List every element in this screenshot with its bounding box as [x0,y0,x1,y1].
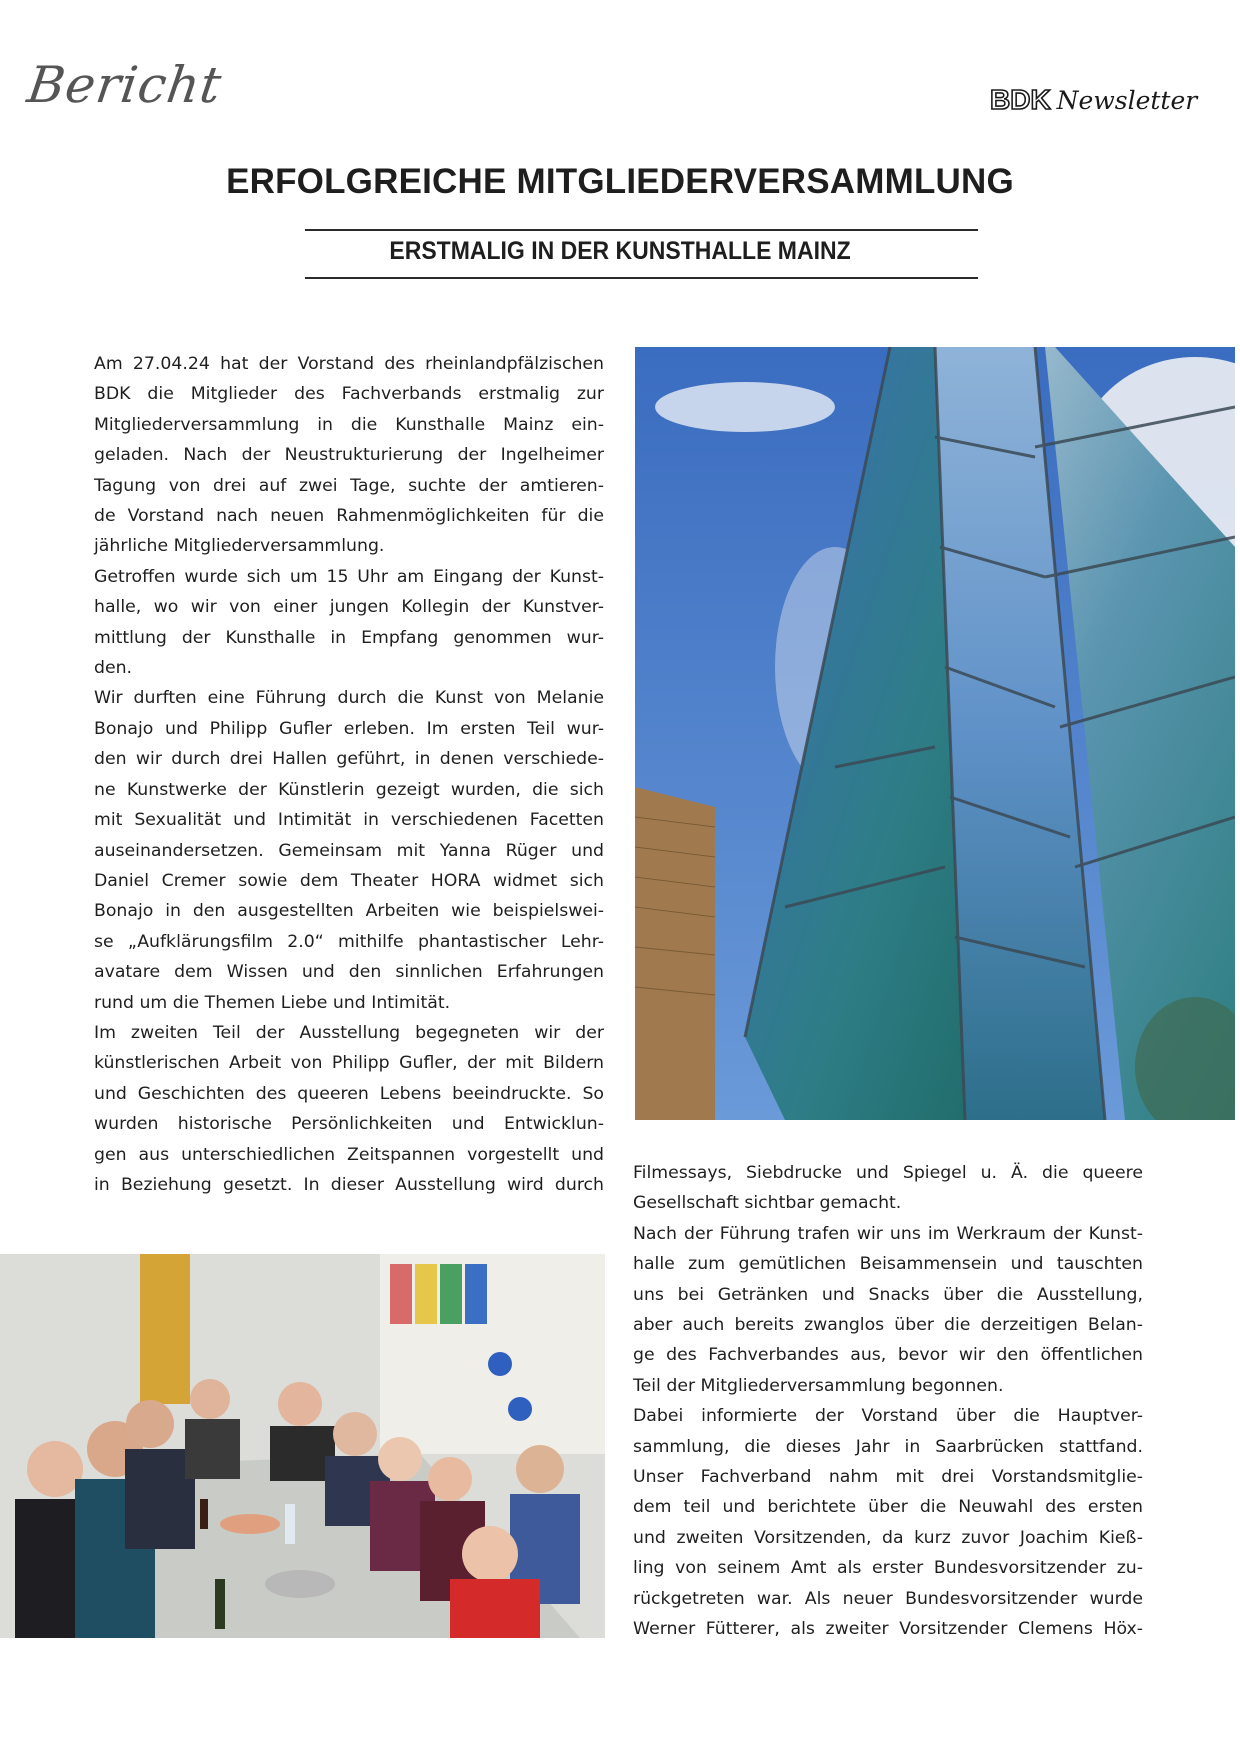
brand-subtitle: Newsletter [1056,86,1198,115]
article-column-right [633,1158,1143,1645]
body-text-line: jährliche Mitgliederversammlung. [94,536,385,557]
brand-name: BDK [990,84,1051,115]
body-text-line: Gesellschaft sichtbar gemacht. [633,1193,902,1214]
body-text-line: Filmessays, Siebdrucke und Spiegel u. Ä. die queere [633,1163,1143,1183]
body-text-line: Daniel Cremer sowie dem Theater HORA widmet sich [94,870,604,891]
body-text-line: Werner Fütterer, als zweiter Vorsitzender Clemens Höx- [633,1619,1143,1640]
body-text-line: Mitgliederversammlung in die Kunsthalle Mainz ein- [94,414,604,435]
tower-photo [635,347,1235,1120]
tower-photo-image [635,347,1235,1120]
body-text-line: Nach der Führung trafen wir uns im Werkraum der Kunst- [633,1223,1143,1244]
group-photo [0,1254,605,1638]
body-text-line: rund um die Themen Liebe und Intimität. [94,992,451,1013]
body-text-line: künstlerischen Arbeit von Philipp Gufler, der mit Bildern [94,1053,604,1074]
body-text-line: aber auch bereits zwanglos über die derzeitigen Belan- [633,1315,1143,1336]
body-text-line: halle zum gemütlichen Beisammensein und tauschten [633,1254,1143,1275]
section-label: Bericht [23,56,226,114]
article-column-left [94,349,604,1200]
body-text-line: halle, wo wir von einer jungen Kollegin der Kunstver- [94,597,604,618]
body-text-line: avatare dem Wissen und den sinnlichen Erfahrungen [94,962,604,983]
body-text-line: uns bei Getränken und Snacks über die Ausstellung, [633,1284,1143,1305]
body-text-line: Tagung von drei auf zwei Tage, suchte der amtieren- [94,475,604,496]
divider-top [305,229,978,231]
body-text-line: und Geschichten des queeren Lebens beeindruckte. So [94,1083,604,1104]
body-text-line: den. [94,658,133,679]
body-text-line: mit Sexualität und Intimität in verschiedenen Facetten [94,810,604,831]
divider-bottom [305,277,978,279]
body-text-line: de Vorstand nach neuen Rahmenmöglichkeiten für die [94,506,604,527]
body-text-line: rückgetreten war. Als neuer Bundesvorsitzender wurde [633,1588,1143,1609]
body-text-line: sammlung, die dieses Jahr in Saarbrücken stattfand. [633,1436,1143,1457]
body-text-line: in Beziehung gesetzt. In dieser Ausstellung wird durch [94,1174,604,1195]
body-text-line: gen aus unterschiedlichen Zeitspannen vorgestellt und [94,1144,604,1165]
body-text-line: Bonajo in den ausgestellten Arbeiten wie beispielswei- [94,901,604,922]
body-text-line: Teil der Mitgliederversammlung begonnen. [633,1375,1004,1396]
body-text-line: ne Kunstwerke der Künstlerin gezeigt wurden, die sich [94,779,604,800]
body-text-line: den wir durch drei Hallen geführt, in denen verschiede- [94,749,604,770]
body-text-line: Getroffen wurde sich um 15 Uhr am Eingang der Kunst- [94,566,604,587]
article-title: ERFOLGREICHE MITGLIEDERVERSAMMLUNG [226,162,1014,201]
brand-logo [990,84,1197,116]
article-subtitle: ERSTMALIG IN DER KUNSTHALLE MAINZ [389,237,851,265]
body-text-line: mittlung der Kunsthalle in Empfang genommen wur- [94,627,604,648]
body-text-line: dem teil und berichtete über die Neuwahl des ersten [633,1497,1143,1518]
body-text-line: ling von seinem Amt als erster Bundesvorsitzender zu- [633,1558,1143,1579]
body-text-line: Unser Fachverband nahm mit drei Vorstandsmitglie- [633,1467,1143,1488]
body-text-line: se „Aufklärungsfilm 2.0“ mithilfe phantastischer Lehr- [94,931,604,952]
body-text-line: Dabei informierte der Vorstand über die Hauptver- [633,1406,1143,1427]
body-text-line: Bonajo und Philipp Gufler erleben. Im ersten Teil wur- [94,718,604,739]
body-text-line: Wir durften eine Führung durch die Kunst von Melanie [94,688,604,709]
body-text-line: ge des Fachverbandes aus, bevor wir den öffentlichen [633,1345,1143,1366]
body-text-line: Am 27.04.24 hat der Vorstand des rheinlandpfälzischen [94,354,604,374]
body-text-line: BDK die Mitglieder des Fachverbands erstmalig zur [94,384,604,405]
body-text-line: Im zweiten Teil der Ausstellung begegneten wir der [94,1022,604,1043]
group-photo-image [0,1254,605,1638]
body-text-line: geladen. Nach der Neustrukturierung der Ingelheimer [94,445,604,466]
body-text-line: wurden historische Persönlichkeiten und Entwicklun- [94,1114,604,1135]
body-text-line: und zweiten Vorsitzenden, da kurz zuvor Joachim Kieß- [633,1527,1143,1548]
body-text-line: auseinandersetzen. Gemeinsam mit Yanna Rüger und [94,840,604,861]
